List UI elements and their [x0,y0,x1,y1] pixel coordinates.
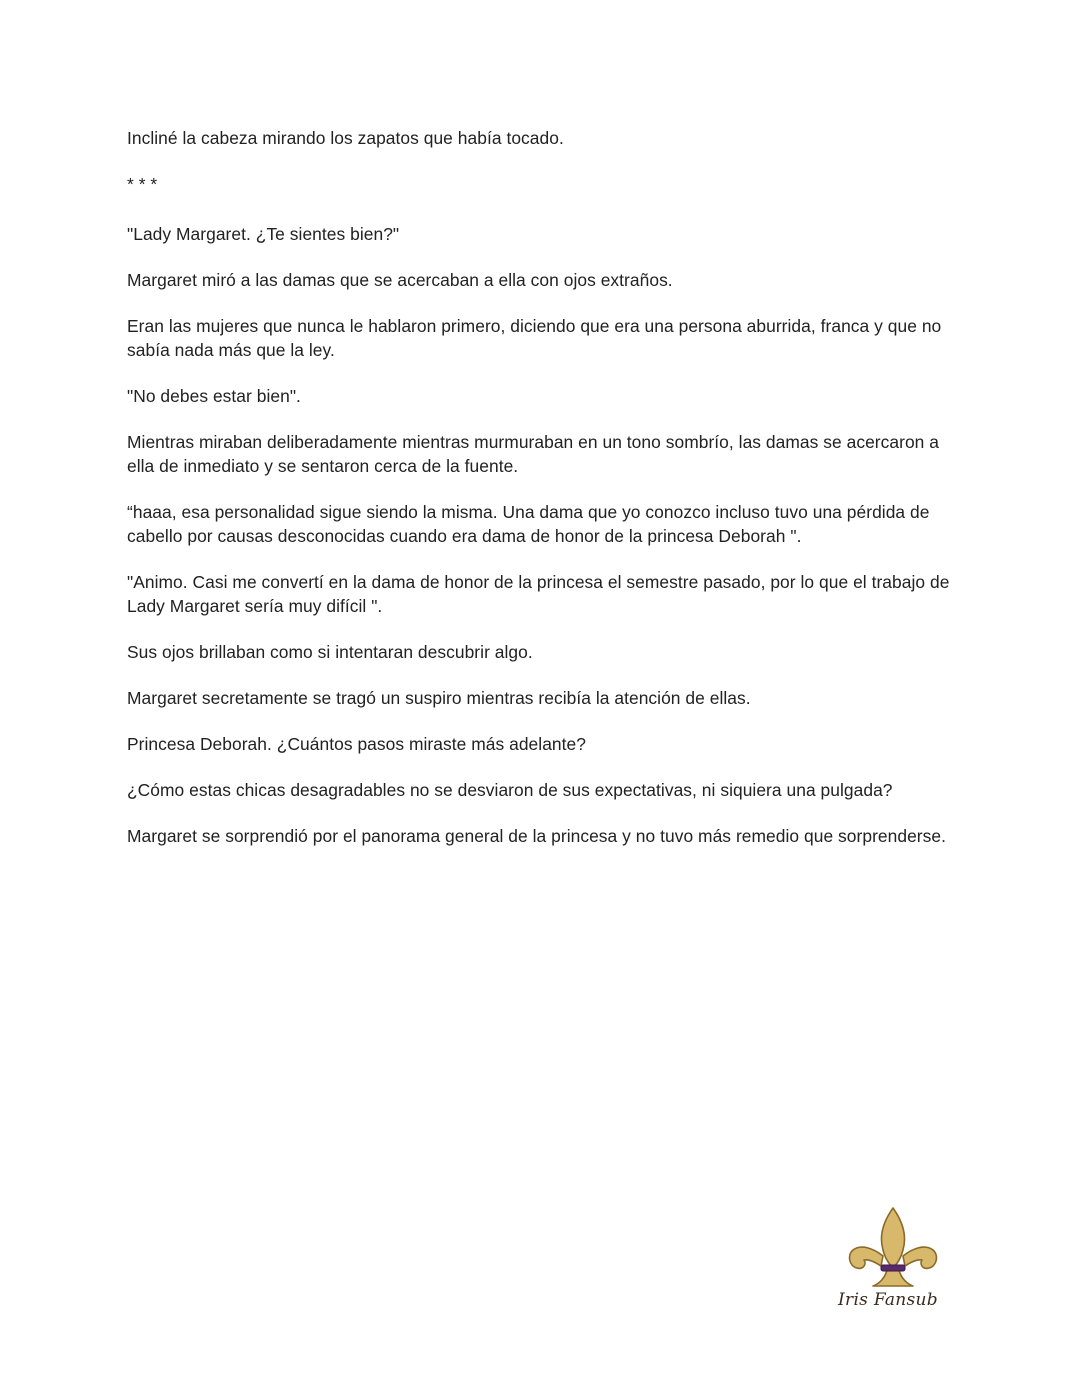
paragraph: "Lady Margaret. ¿Te sientes bien?" [127,224,400,244]
paragraph: Incliné la cabeza mirando los zapatos que había tocado. [127,128,564,148]
fleur-de-lis-icon [843,1204,943,1290]
scene-separator: * * * [127,174,158,194]
document-body [127,126,957,870]
paragraph: Mientras miraban deliberadamente mientras murmuraban en un tono sombrío, las damas se acercaron a ella de inmediato y se sentaron cerca de la fuente. [127,432,939,476]
paragraph: Eran las mujeres que nunca le hablaron primero, diciendo que era una persona aburrida, franca y que no sabía nada más que la ley. [127,316,942,360]
paragraph: “haaa, esa personalidad sigue siendo la misma. Una dama que yo conozco incluso tuvo una pérdida de cabello por causas desconocidas cuando era dama de honor de la princesa Deborah ". [127,502,930,546]
watermark-text: Iris Fansub [838,1290,938,1310]
paragraph: Sus ojos brillaban como si intentaran descubrir algo. [127,642,533,662]
paragraph: "No debes estar bien". [127,386,301,406]
paragraph: "Animo. Casi me convertí en la dama de honor de la princesa el semestre pasado, por lo que el trabajo de Lady Margaret sería muy difícil ". [127,572,950,616]
iris-fansub-watermark [838,1204,948,1324]
paragraph: Princesa Deborah. ¿Cuántos pasos miraste más adelante? [127,734,586,754]
paragraph: Margaret secretamente se tragó un suspiro mientras recibía la atención de ellas. [127,688,751,708]
paragraph: Margaret miró a las damas que se acercaban a ella con ojos extraños. [127,270,673,290]
paragraph: ¿Cómo estas chicas desagradables no se desviaron de sus expectativas, ni siquiera una pulgada? [127,780,893,800]
paragraph: Margaret se sorprendió por el panorama general de la princesa y no tuvo más remedio que sorprenderse. [127,826,946,846]
